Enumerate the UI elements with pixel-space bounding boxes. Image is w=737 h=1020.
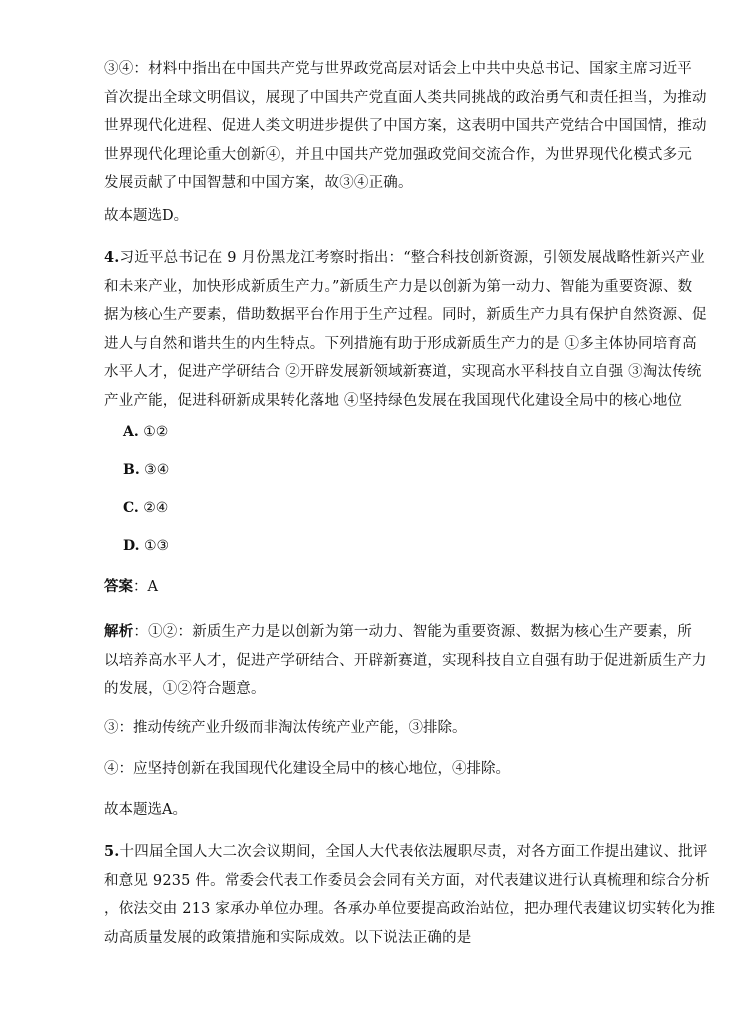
q4-analysis-paragraph [104,618,707,704]
text-line: 世界现代化进程、促进人类文明进步提供了中国方案，这表明中国共产党结合中国国情，推动 [104,118,707,134]
text-line: ，依法交由 213 家承办单位办理。各承办单位要提高政治站位，把办理代表建议切实转化为推 [104,901,716,917]
option-b [123,460,169,480]
question-number: 5. [104,843,120,860]
text-segment: ：①②：新质生产力是以创新为第一动力、智能为重要资源、数据为核心生产要素，所 [133,624,693,640]
text-line: ③④：材料中指出在中国共产党与世界政党高层对话会上中共中央总书记、国家主席习近平 [104,61,692,77]
q3-analysis-paragraph [104,55,707,198]
text-line: 进人与自然和谐共生的内生特点。下列措施有助于形成新质生产力的是 ①多主体协同培育高 [104,335,697,352]
text-line: 以培养高水平人才，促进产学研结合、开辟新赛道，实现科技自立自强有助于促进新质生产力 [104,652,707,669]
text-line: 发展贡献了中国智慧和中国方案，故③④正确。 [104,175,413,191]
q4-conclusion: 故本题选A。 [104,802,187,818]
option-text: ①② [143,424,169,440]
option-letter: C. [123,500,139,516]
q4-note-4: ④：应坚持创新在我国现代化建设全局中的核心地位，④排除。 [104,761,510,777]
q4-note-3: ③：推动传统产业升级而非淘汰传统产业产能，③排除。 [104,720,467,736]
text-line [104,838,708,867]
q5-stem [104,838,716,952]
text-line: 世界现代化理论重大创新④，并且中国共产党加强政党间交流合作，为世界现代化模式多元 [104,146,692,163]
text-line: 动高质量发展的政策措施和实际成效。以下说法正确的是 [104,929,472,946]
text-line: 和未来产业，加快形成新质生产力。”新质生产力是以创新为第一动力、智能为重要资源、数 [104,278,693,295]
option-letter: A. [123,424,139,440]
analysis-label: 解析 [104,623,134,640]
text-segment: 十四届全国人大二次会议期间，全国人大代表依法履职尽责，对各方面工作提出建议、批评 [119,844,708,860]
option-a [123,422,168,442]
question-number: 4. [104,249,120,266]
option-letter: B. [123,462,140,478]
text-segment: 习近平总书记在 9 月份黑龙江考察时指出：“整合科技创新资源，引领发展战略性新兴产业 [119,250,705,266]
text-line [104,618,693,647]
text-line: 和意见 9235 件。常委会代表工作委员会会同有关方面，对代表建议进行认真梳理和综合分析 [104,872,710,889]
option-d [123,536,169,556]
text-line: 的发展，①②符合题意。 [104,681,266,697]
text-line [104,244,705,273]
text-line: 据为核心生产要素，借助数据平台作用于生产过程。同时，新质生产力具有保护自然资源、促 [104,307,707,323]
answer-label: 答案 [104,578,133,595]
text-line: 水平人才，促进产学研结合 ②开辟发展新领域新赛道，实现高水平科技自立自强 ③淘汰传统 [104,364,702,380]
option-text: ③④ [144,462,170,478]
answer-line [104,577,158,597]
option-text: ②④ [143,500,169,516]
q3-conclusion: 故本题选D。 [104,208,189,224]
text-line: 产业产能，促进科研新成果转化落地 ④坚持绿色发展在我国现代化建设全局中的核心地位 [104,392,683,409]
answer-value: ：A [133,579,158,595]
text-line: 首次提出全球文明倡议，展现了中国共产党直面人类共同挑战的政治勇气和责任担当，为推动 [104,89,707,106]
option-letter: D. [123,538,140,554]
option-c [123,498,168,518]
q4-stem [104,244,707,415]
option-text: ①③ [143,538,170,554]
